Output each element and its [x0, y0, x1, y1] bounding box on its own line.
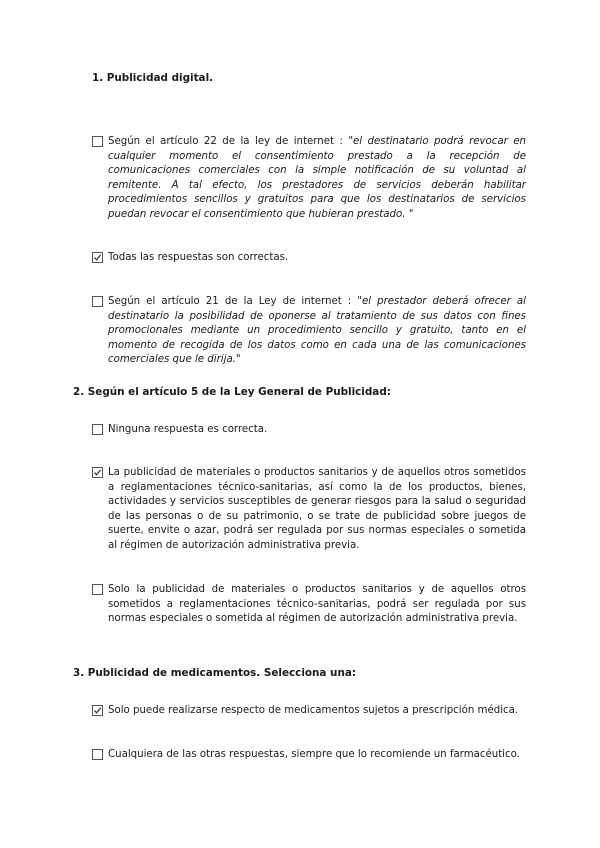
option-text: La publicidad de materiales o productos sanitarios y de aquellos otros sometidos a reglamentaciones técnico-sanitarias, así como la de los productos, bienes, actividades y servicios susceptibles de generar riesgos para la salud o seguridad de las personas o de su patrimonio, o se trate de publicidad sobre juegos de suerte, envite o azar, podrá ser regulada por sus normas especiales o sometida al régimen de autorización administrativa previa. — [108, 467, 526, 551]
check-icon — [93, 468, 102, 477]
checkbox[interactable] — [92, 467, 103, 478]
question-1-option-1[interactable] — [92, 135, 526, 222]
option-text: Todas las respuestas son correctas. — [108, 252, 289, 263]
option-quote-text: "el destinatario podrá revocar en cualquier momento el consentimiento prestado a la recepción de comunicaciones comerciales con la simple notificación de su voluntad al remitente. A tal efecto, los prestadores de servicios deberán habilitar procedimientos sencillos y gratuitos para que los destinatarios de servicios puedan revocar el consentimiento que hubieran prestado. " — [108, 136, 526, 220]
checkbox[interactable] — [92, 136, 103, 147]
question-3-title: 3. Publicidad de medicamentos. Selecciona una: — [73, 667, 357, 679]
option-text: Solo la publicidad de materiales o productos sanitarios y de aquellos otros sometidos a reglamentaciones técnico-sanitarias, podrá ser regulada por sus normas especiales o sometida al régimen de autorización administrativa previa. — [108, 584, 526, 624]
question-1-title: 1. Publicidad digital. — [92, 72, 214, 84]
option-quote-text: "el prestador deberá ofrecer al destinatario la posibilidad de oponerse al tratamiento de sus datos con fines promocionales mediante un procedimiento sencillo y gratuito, tanto en el momento de recogida de los datos como en cada una de las comunicaciones comerciales que le dirija." — [108, 296, 526, 365]
option-text: Cualquiera de las otras respuestas, siempre que lo recomiende un farmacéutico. — [108, 749, 520, 760]
check-icon — [93, 706, 102, 715]
checkbox[interactable] — [92, 296, 103, 307]
question-2-title: 2. Según el artículo 5 de la Ley General de Publicidad: — [73, 386, 391, 398]
option-lead-text: Según el artículo 21 de la Ley de internet : — [108, 296, 358, 307]
option-lead-text: Según el artículo 22 de la ley de internet : — [108, 136, 349, 147]
question-3-option-2[interactable] — [92, 748, 526, 763]
checkbox[interactable] — [92, 749, 103, 760]
question-2-option-2[interactable] — [92, 466, 526, 553]
question-1-option-2[interactable] — [92, 251, 526, 266]
question-2-option-1[interactable] — [92, 423, 526, 438]
checkbox[interactable] — [92, 424, 103, 435]
question-2-option-3[interactable] — [92, 583, 526, 627]
checkbox[interactable] — [92, 252, 103, 263]
question-3-option-1[interactable] — [92, 704, 526, 719]
check-icon — [93, 253, 102, 262]
question-1-option-3[interactable] — [92, 295, 526, 368]
option-text: Solo puede realizarse respecto de medicamentos sujetos a prescripción médica. — [108, 705, 519, 716]
option-text: Ninguna respuesta es correcta. — [108, 424, 268, 435]
checkbox[interactable] — [92, 584, 103, 595]
checkbox[interactable] — [92, 705, 103, 716]
